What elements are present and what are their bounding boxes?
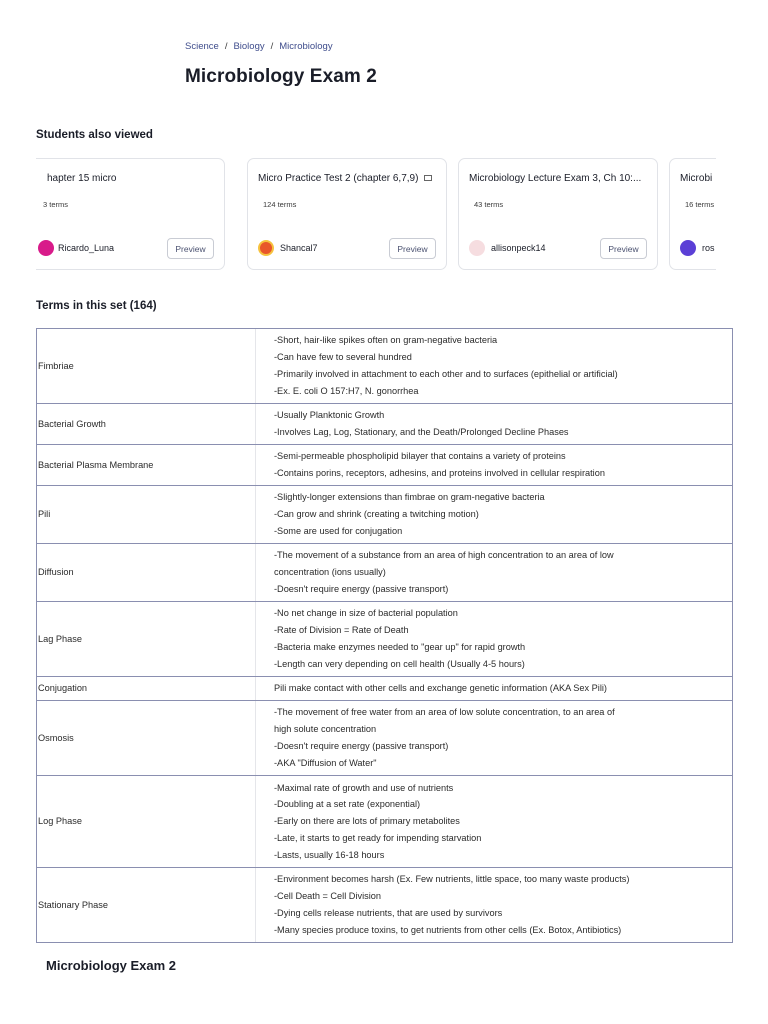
table-row — [37, 404, 733, 445]
term-cell: Pili — [37, 486, 256, 544]
definition-line: -Can have few to several hundred — [274, 352, 412, 363]
also-viewed-carousel[interactable] — [36, 158, 716, 271]
flashcard-icon — [424, 175, 432, 181]
avatar — [258, 240, 274, 256]
definition-line: -Slightly-longer extensions than fimbrae on gram-negative bacteria — [274, 492, 545, 503]
study-set-card[interactable] — [458, 158, 658, 270]
definition-line: concentration (ions usually) — [274, 567, 386, 578]
term-cell: Bacterial Plasma Membrane — [37, 445, 256, 486]
table-row — [37, 486, 733, 544]
table-row — [37, 445, 733, 486]
term-cell: Fimbriae — [37, 329, 256, 404]
term-cell: Lag Phase — [37, 602, 256, 677]
definition-line: -Environment becomes harsh (Ex. Few nutrients, little space, too many waste products) — [274, 874, 630, 885]
study-set-card[interactable] — [36, 158, 225, 270]
card-title[interactable] — [258, 173, 438, 184]
card-title[interactable]: Microbiology Lecture Exam 3, Ch 10:... — [469, 173, 642, 184]
study-set-card[interactable] — [247, 158, 447, 270]
definition-line: -Ex. E. coli O 157:H7, N. gonorrhea — [274, 385, 419, 396]
card-username[interactable]: Ricardo_Luna — [58, 243, 115, 253]
terms-table — [36, 328, 733, 943]
definition-line: -Length can very depending on cell health (Usually 4-5 hours) — [274, 658, 525, 669]
avatar — [680, 240, 696, 256]
card-term-count: 16 terms — [685, 200, 715, 209]
definition-cell — [256, 701, 733, 776]
table-row — [37, 602, 733, 677]
breadcrumb-separator: / — [224, 41, 228, 52]
term-cell: Log Phase — [37, 776, 256, 868]
definition-line: -Doesn't require energy (passive transport) — [274, 741, 449, 751]
definition-line: -The movement of a substance from an area of high concentration to an area of low — [274, 550, 614, 561]
avatar — [38, 240, 54, 256]
definition-cell — [256, 445, 733, 486]
table-row — [37, 868, 733, 943]
definition-line: -Early on there are lots of primary metabolites — [274, 816, 460, 827]
definition-line: -Doesn't require energy (passive transport) — [274, 583, 449, 594]
definition-line: -Primarily involved in attachment to each other and to surfaces (epithelial or artificial) — [274, 369, 618, 379]
preview-button[interactable]: Preview — [600, 238, 647, 259]
card-username[interactable]: allisonpeck14 — [491, 243, 546, 253]
breadcrumb — [185, 41, 333, 52]
definition-line: -Many species produce toxins, to get nutrients from other cells (Ex. Botox, Antibiotics) — [274, 924, 622, 935]
definition-cell — [256, 602, 733, 677]
definition-line: -Short, hair-like spikes often on gram-negative bacteria — [274, 335, 498, 346]
definition-cell — [256, 404, 733, 445]
definition-cell — [256, 868, 733, 943]
terms-heading: Terms in this set (164) — [36, 300, 157, 312]
term-cell: Diffusion — [37, 544, 256, 602]
breadcrumb-science[interactable]: Science — [185, 41, 219, 52]
definition-line: -AKA "Diffusion of Water" — [274, 757, 377, 768]
definition-line: -Dying cells release nutrients, that are used by survivors — [274, 908, 503, 918]
card-username[interactable]: ros — [702, 243, 715, 253]
definition-line: -The movement of free water from an area of low solute concentration, to an area of — [274, 707, 615, 718]
term-cell: Bacterial Growth — [37, 404, 256, 445]
avatar — [469, 240, 485, 256]
definition-line: -Contains porins, receptors, adhesins, and proteins involved in cellular respiration — [274, 468, 605, 478]
definition-line: -Rate of Division = Rate of Death — [274, 625, 409, 636]
table-row — [37, 544, 733, 602]
card-term-count: 43 terms — [474, 200, 504, 209]
study-set-card[interactable] — [669, 158, 716, 270]
breadcrumb-microbiology[interactable]: Microbiology — [279, 41, 333, 52]
definition-line: -Cell Death = Cell Division — [274, 891, 381, 902]
page-title: Microbiology Exam 2 — [185, 66, 377, 87]
table-row — [37, 701, 733, 776]
table-row — [37, 677, 733, 701]
term-cell: Osmosis — [37, 701, 256, 776]
definition-line: -Semi-permeable phospholipid bilayer that contains a variety of proteins — [274, 451, 566, 462]
breadcrumb-biology[interactable]: Biology — [233, 41, 265, 52]
preview-button[interactable]: Preview — [389, 238, 436, 259]
table-row — [37, 776, 733, 868]
definition-line: Pili make contact with other cells and exchange genetic information (AKA Sex Pili) — [274, 683, 607, 694]
definition-line: high solute concentration — [274, 724, 377, 735]
term-cell: Stationary Phase — [37, 868, 256, 943]
definition-cell — [256, 329, 733, 404]
card-title[interactable]: Microbi — [680, 173, 713, 184]
definition-line: -No net change in size of bacterial population — [274, 608, 458, 619]
card-term-count: 3 terms — [43, 200, 69, 209]
definition-cell — [256, 776, 733, 868]
card-title[interactable]: hapter 15 micro — [47, 173, 117, 184]
definition-line: -Bacteria make enzymes needed to "gear up" for rapid growth — [274, 642, 526, 652]
preview-button[interactable]: Preview — [167, 238, 214, 259]
definition-line: -Doubling at a set rate (exponential) — [274, 799, 421, 810]
definition-line: -Lasts, usually 16-18 hours — [274, 849, 385, 860]
card-username[interactable]: Shancal7 — [280, 243, 318, 253]
definition-line: -Some are used for conjugation — [274, 525, 403, 536]
students-also-viewed-heading: Students also viewed — [36, 129, 153, 141]
table-row — [37, 329, 733, 404]
footer-title: Microbiology Exam 2 — [46, 958, 177, 973]
card-title-text: Micro Practice Test 2 (chapter 6,7,9) — [258, 173, 419, 184]
breadcrumb-separator: / — [270, 41, 274, 52]
definition-line: -Can grow and shrink (creating a twitching motion) — [274, 509, 479, 520]
definition-line: -Maximal rate of growth and use of nutrients — [274, 782, 454, 793]
definition-cell — [256, 677, 733, 701]
term-cell: Conjugation — [37, 677, 256, 701]
card-term-count: 124 terms — [263, 200, 297, 209]
definition-line: -Usually Planktonic Growth — [274, 410, 385, 421]
definition-line: -Late, it starts to get ready for impending starvation — [274, 832, 482, 843]
definition-cell — [256, 544, 733, 602]
definition-cell — [256, 486, 733, 544]
definition-line: -Involves Lag, Log, Stationary, and the Death/Prolonged Decline Phases — [274, 427, 569, 437]
